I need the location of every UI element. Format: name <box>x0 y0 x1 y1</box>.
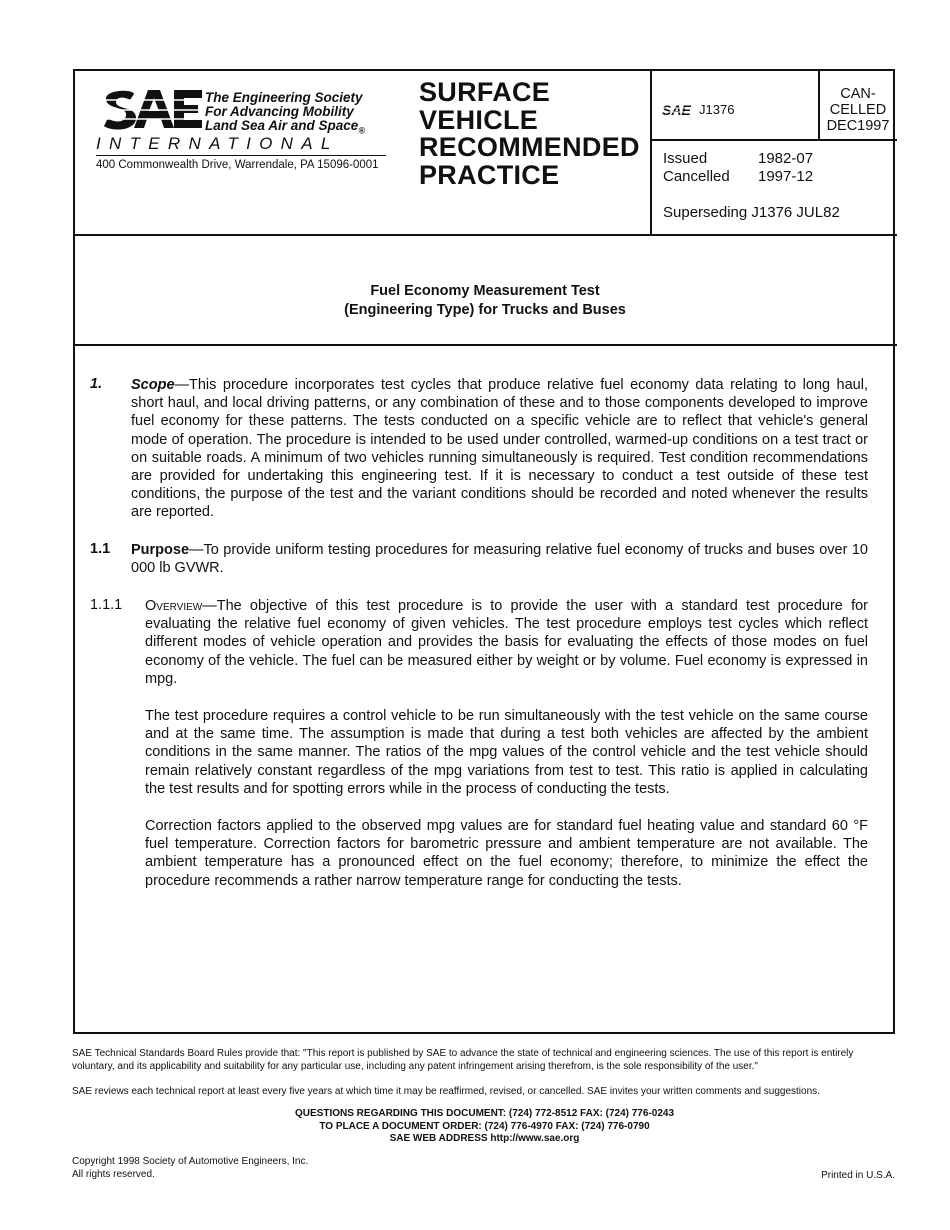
logo-tagline-3: Land Sea Air and Space$_®$ <box>205 118 365 136</box>
sae-logo-icon <box>104 88 202 130</box>
logo-rule <box>96 155 386 156</box>
section-1-1-1-number: 1.1.1 <box>90 597 123 613</box>
section-1-scope: Scope—This procedure incorporates test cycles that produce relative fuel economy data relating to long haul, short haul, and local driving patterns, or any combination of these and to those components developed to improve fuel economy for these patterns. The tests conducted on a specific vehicle are to reflect that vehicle's general mode of operation. The procedure is intended to be used under controlled, warmed-up conditions on a test tract or on suitable roads. A minimum of two vehicles running simultaneously is required. Test condition recommendations are provided for undertaking this engineering test. If it is necessary to conduct a test outside of these test conditions, the purpose of the test and the variant conditions should be recorded and noted whenever the results are reported. <box>131 377 868 521</box>
overview-paragraph-2: The test procedure requires a control vehicle to be run simultaneously with the test vehicle on the same course and at the same time. The assumption is made that during a test both vehicles are affected by the ambient conditions in the same manner. The ratios of the mpg values of the control vehicle and the test vehicle should remain relatively constant regardless of the mpg variations from test to test. This ratio is applied in calculating the test results and for spotting errors while in the process of conducting the tests. <box>145 708 868 797</box>
header-column-divider <box>650 69 652 236</box>
footer-contacts: QUESTIONS REGARDING THIS DOCUMENT: (724) 772-8512 FAX: (724) 776-0243 TO PLACE A DOCUMENT ORDER: (724) 776-4970 FAX: (724) 776-0790 SAE WEB ADDRESS http://www.sae.org <box>295 1108 674 1144</box>
section-1-1-1-overview: Overview—The objective of this test procedure is to provide the user with a standard test procedure for evaluating the relative fuel economy of given vehicles. The test procedure employs test cycles which reflect different modes of vehicle operation and provides the basis for evaluating the effects of those modes on fuel economy of the vehicle. The fuel can be measured either by weight or by volume. Fuel economy is expressed in mpg. <box>145 598 868 687</box>
header-divider <box>73 234 897 236</box>
section-1-1-number: 1.1 <box>90 541 111 557</box>
issued-value: 1982-07 <box>758 150 814 167</box>
title-divider <box>73 344 897 346</box>
logo-tagline-2: For Advancing Mobility <box>205 104 354 119</box>
badge-column-divider <box>818 69 820 141</box>
document-type: SURFACE VEHICLE RECOMMENDED PRACTICE <box>419 77 640 190</box>
overview-paragraph-3: Correction factors applied to the observed mpg values are for standard fuel heating value and standard 60 °F fuel temperature. Correction factors for barometric pressure and ambient temperature are not available. The ambient temperature has a pronounced effect on the fuel economy; therefore, to minimize the effect the procedure recommends a rather narrow temperature range for conducting the tests. <box>145 818 868 889</box>
superseding: Superseding J1376 JUL82 <box>663 204 840 221</box>
footer-printed: Printed in U.S.A. <box>821 1170 895 1181</box>
document-title: Fuel Economy Measurement Test (Engineering Type) for Trucks and Buses <box>344 283 626 318</box>
sae-small-logo-icon <box>662 103 697 117</box>
issued-label: Issued <box>663 150 708 167</box>
docnum-divider <box>650 139 897 141</box>
cancelled-badge: CAN- CELLED DEC1997 <box>826 86 890 134</box>
footer-copyright: Copyright 1998 Society of Automotive Engineers, Inc. All rights reserved. <box>72 1156 309 1180</box>
logo-tagline-1: The Engineering Society <box>205 90 363 105</box>
sae-address: 400 Commonwealth Drive, Warrendale, PA 15096-0001 <box>96 159 379 171</box>
svg-text:SAE: SAE <box>662 103 691 117</box>
cancelled-label: Cancelled <box>663 168 730 185</box>
section-1-1-purpose: Purpose—To provide uniform testing procedures for measuring relative fuel economy of trucks and buses over 10 000 lb GVWR. <box>131 542 868 577</box>
footer-board-rules: SAE Technical Standards Board Rules provide that: "This report is published by SAE to advance the state of technical and engineering sciences. The use of this report is entirely voluntary, and its applicability and suitability for any particular use, including any patent infringement arising therefrom, is the sole responsibility of the user." <box>72 1048 854 1072</box>
section-1-number: 1. <box>90 376 103 392</box>
logo-international: INTERNATIONAL <box>96 134 339 153</box>
footer-review-note: SAE reviews each technical report at least every five years at which time it may be reaffirmed, revised, or cancelled. SAE invites your written comments and suggestions. <box>72 1086 820 1097</box>
document-number: J1376 <box>699 102 735 117</box>
cancelled-value: 1997-12 <box>758 168 814 185</box>
